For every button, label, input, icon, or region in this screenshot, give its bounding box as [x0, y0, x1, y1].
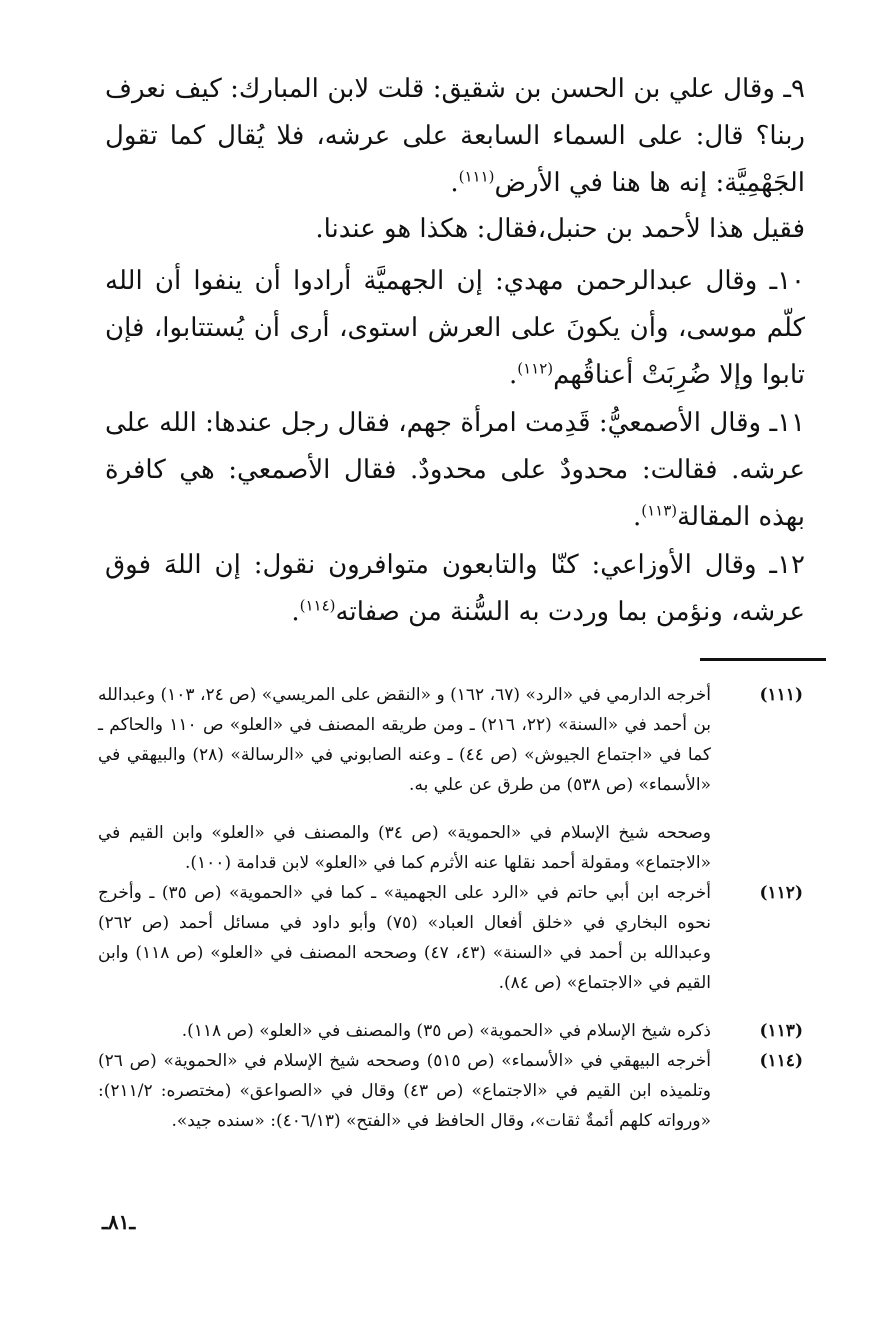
footnote-111: [98, 680, 803, 800]
paragraph-text: فقيل هذا لأحمد بن حنبل،فقال: هكذا هو عندنا.: [315, 214, 805, 244]
paragraph-9-continuation: [105, 206, 805, 253]
footnote-number: (١١٤): [759, 1051, 803, 1071]
paragraph-9: [105, 66, 805, 207]
footnote-114: [98, 1046, 803, 1136]
paragraph-text: ١١ـ وقال الأصمعيُّ: قَدِمت امرأة جهم، فقال رجل عندها: الله على عرشه. فقالت: محدودٌ على محدودٌ. فقال الأصمعي: هي كافرة بهذه المقالة: [105, 408, 805, 532]
paragraph-text: ٩ـ وقال علي بن الحسن بن شقيق: قلت لابن المبارك: كيف نعرف ربنا؟ قال: على السماء السابعة على عرشه، فلا يُقال كما تقول الجَهْمِيَّة: إنه ها هنا في الأرض: [105, 74, 805, 198]
footnote-number: (١١٢): [759, 883, 803, 903]
footnote-text: أخرجه الدارمي في «الرد» (٦٧، ١٦٢) و «النقض على المريسي» (ص ٢٤، ١٠٣) وعبدالله بن أحمد في «السنة» (٢٢، ٢١٦) ـ ومن طريقه المصنف في «العلو» ص ١١٠ والحاكم ـ كما في «اجتماع الجيوش» (ص ٤٤) ـ وعنه الصابوني في «الرسالة» (٢٨) والبيهقي في «الأسماء» (ص ٥٣٨) من طرق عن علي به.: [98, 685, 712, 795]
footnote-112: [98, 878, 803, 998]
footnote-ref: (١١٣): [641, 501, 678, 520]
paragraph-12: [105, 542, 805, 636]
paragraph-end: .: [450, 168, 459, 198]
page-number: ـ٨١ـ: [102, 1210, 136, 1234]
footnote-ref: (١١١): [458, 167, 495, 186]
footnote-number: (١١١): [759, 685, 803, 705]
paragraph-text: ١٠ـ وقال عبدالرحمن مهدي: إن الجهميَّة أرادوا أن ينفوا أن الله كلّم موسى، وأن يكونَ على العرش استوى، أرى أن يُستتابوا، فإن تابوا وإلا ضُرِبَتْ أعناقُهم: [105, 266, 805, 390]
footnote-separator: [700, 658, 826, 661]
footnote-text: أخرجه ابن أبي حاتم في «الرد على الجهمية» ـ كما في «الحموية» (ص ٣٥) ـ وأخرج نحوه البخاري في «خلق أفعال العباد» (٧٥) وأبو داود في مسائل أحمد (ص ٢٦٢) وعبدالله بن أحمد في «السنة» (٤٣، ٤٧) وصححه المصنف في «العلو» (ص ١١٨) وابن القيم في «الاجتماع» (ص ٨٤).: [98, 883, 711, 993]
footnote-text: ذكره شيخ الإسلام في «الحموية» (ص ٣٥) والمصنف في «العلو» (ص ١١٨).: [181, 1021, 711, 1041]
paragraph-end: .: [632, 502, 642, 532]
footnote-text: وصححه شيخ الإسلام في «الحموية» (ص ٣٤) والمصنف في «العلو» وابن القيم في «الاجتماع» ومقولة أحمد نقلها عنه الأثرم كما في «العلو» لابن قدامة (١٠٠).: [98, 823, 711, 873]
footnote-text: أخرجه البيهقي في «الأسماء» (ص ٥١٥) وصححه شيخ الإسلام في «الحموية» (ص ٢٦) وتلميذه ابن القيم في «الاجتماع» (ص ٤٣) وقال في «الصواعق» (مختصره: ٢١١/٢): «ورواته كلهم أئمةٌ ثقات»، وقال الحافظ في «الفتح» (٤٠٦/١٣): «سنده جيد».: [98, 1051, 711, 1131]
footnote-number: (١١٣): [759, 1021, 803, 1041]
paragraph-text: ١٢ـ وقال الأوزاعي: كنّا والتابعون متوافرون نقول: إن اللهَ فوق عرشه، ونؤمن بما وردت به السُّنة من صفاته: [105, 550, 805, 627]
footnote-111-continuation: [98, 818, 803, 878]
paragraph-end: .: [508, 360, 518, 390]
footnote-113: [98, 1016, 803, 1046]
paragraph-10: [105, 258, 805, 399]
footnote-ref: (١١٤): [299, 596, 336, 615]
footnote-ref: (١١٢): [517, 359, 554, 378]
paragraph-11: [105, 400, 805, 541]
paragraph-end: .: [291, 597, 300, 627]
